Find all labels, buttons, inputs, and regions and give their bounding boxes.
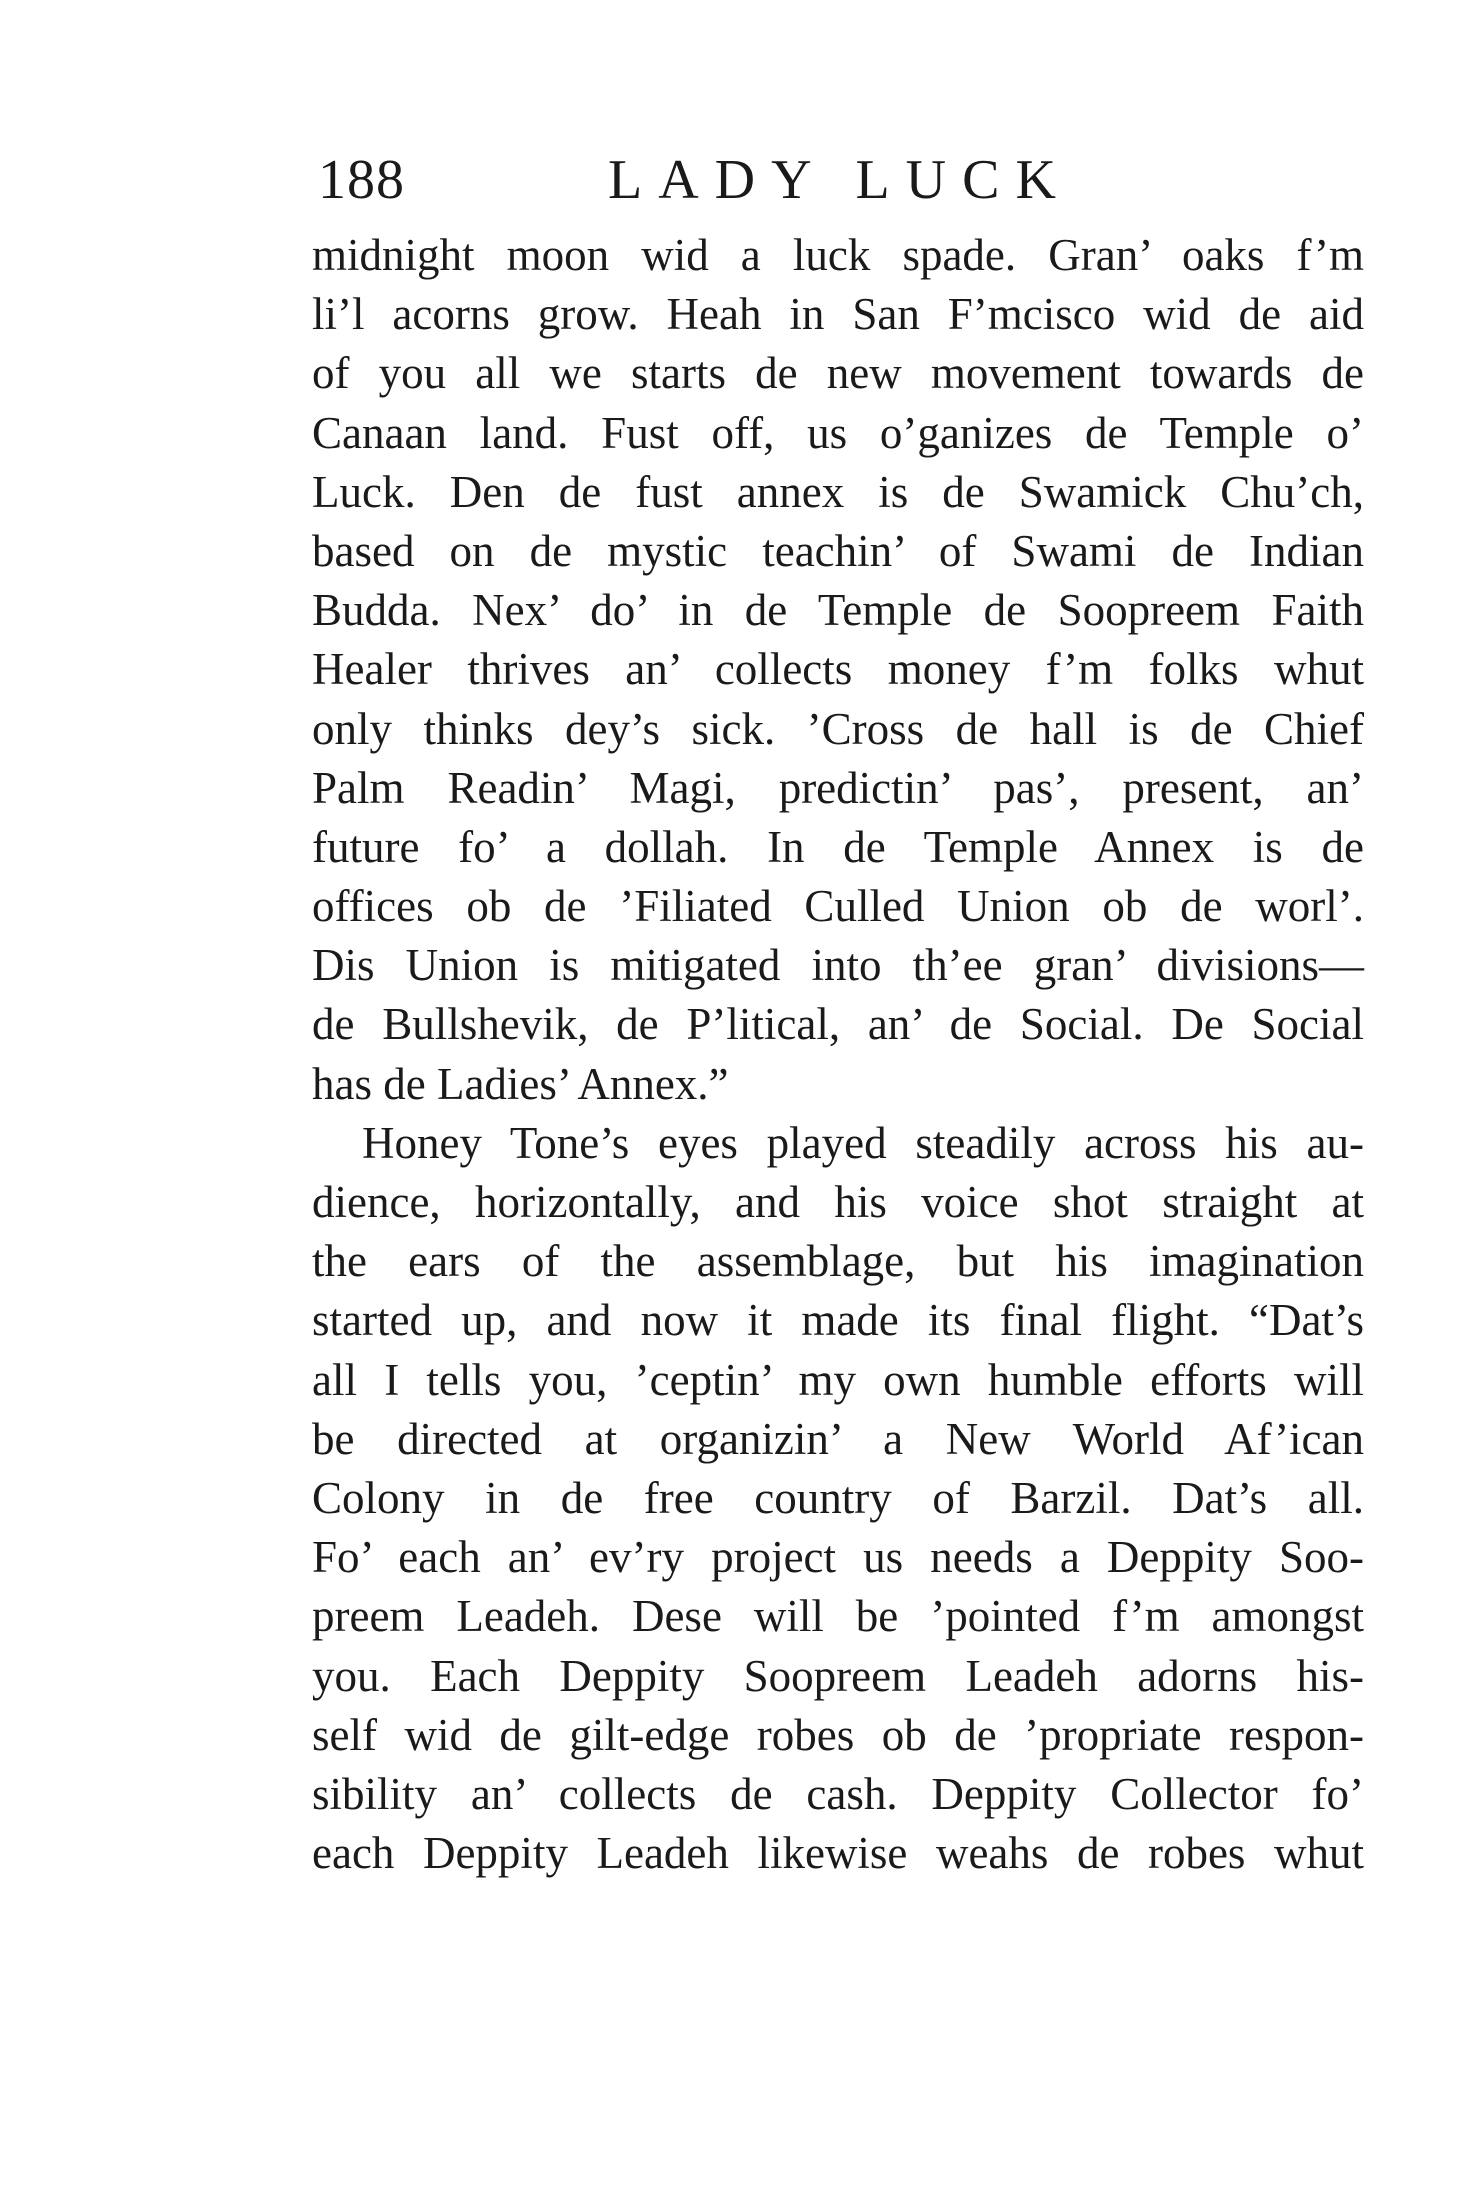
body-text (312, 226, 1364, 1883)
page-number: 188 (318, 149, 405, 211)
text-line: Dis Union is mitigated into th’ee gran’ divisions— (312, 940, 1364, 991)
text-line: each Deppity Leadeh likewise weahs de robes whut (312, 1828, 1364, 1879)
text-line: all I tells you, ’ceptin’ my own humble efforts will (312, 1354, 1364, 1405)
text-line: you. Each Deppity Soopreem Leadeh adorns his- (312, 1650, 1364, 1701)
running-title: LADY LUCK (608, 149, 1072, 211)
text-line: Healer thrives an’ collects money f’m folks whut (312, 644, 1364, 695)
text-line: Canaan land. Fust off, us o’ganizes de Temple o’ (312, 407, 1364, 458)
running-head (318, 140, 1358, 220)
text-line: Luck. Den de fust annex is de Swamick Chu’ch, (312, 466, 1364, 517)
text-line: de Bullshevik, de P’litical, an’ de Social. De Social (312, 999, 1364, 1050)
text-line: midnight moon wid a luck spade. Gran’ oaks f’m (312, 230, 1364, 280)
text-line: li’l acorns grow. Heah in San F’mcisco wid de aid (312, 289, 1364, 340)
text-line: offices ob de ’Filiated Culled Union ob de worl’. (312, 881, 1364, 932)
text-line: be directed at organizin’ a New World Af’ican (312, 1413, 1364, 1464)
text-line: based on de mystic teachin’ of Swami de Indian (312, 525, 1364, 576)
text-line: only thinks dey’s sick. ’Cross de hall is de Chief (312, 703, 1364, 754)
text-line: future fo’ a dollah. In de Temple Annex is de (312, 821, 1364, 872)
text-line: Palm Readin’ Magi, predictin’ pas’, present, an’ (312, 762, 1364, 813)
text-line: preem Leadeh. Dese will be ’pointed f’m amongst (312, 1591, 1364, 1642)
text-line: has de Ladies’ Annex.” (312, 1058, 729, 1109)
text-line: of you all we starts de new movement towards de (312, 348, 1364, 399)
paragraph-1 (312, 226, 1364, 1114)
text-line: dience, horizontally, and his voice shot straight at (312, 1177, 1364, 1227)
text-line: sibility an’ collects de cash. Deppity Collector fo’ (312, 1768, 1364, 1819)
text-line: Colony in de free country of Barzil. Dat’s all. (312, 1472, 1364, 1523)
text-line: the ears of the assemblage, but his imagination (312, 1236, 1364, 1287)
text-line: started up, and now it made its final flight. “Dat’s (312, 1295, 1364, 1346)
paragraph-2 (312, 1114, 1364, 1883)
text-line: Honey Tone’s eyes played steadily across his au- (362, 1117, 1364, 1168)
text-line: Fo’ each an’ ev’ry project us needs a Deppity Soo- (312, 1532, 1364, 1583)
text-line: Budda. Nex’ do’ in de Temple de Soopreem Faith (312, 585, 1364, 636)
text-line: self wid de gilt-edge robes ob de ’propriate respon- (312, 1709, 1364, 1760)
